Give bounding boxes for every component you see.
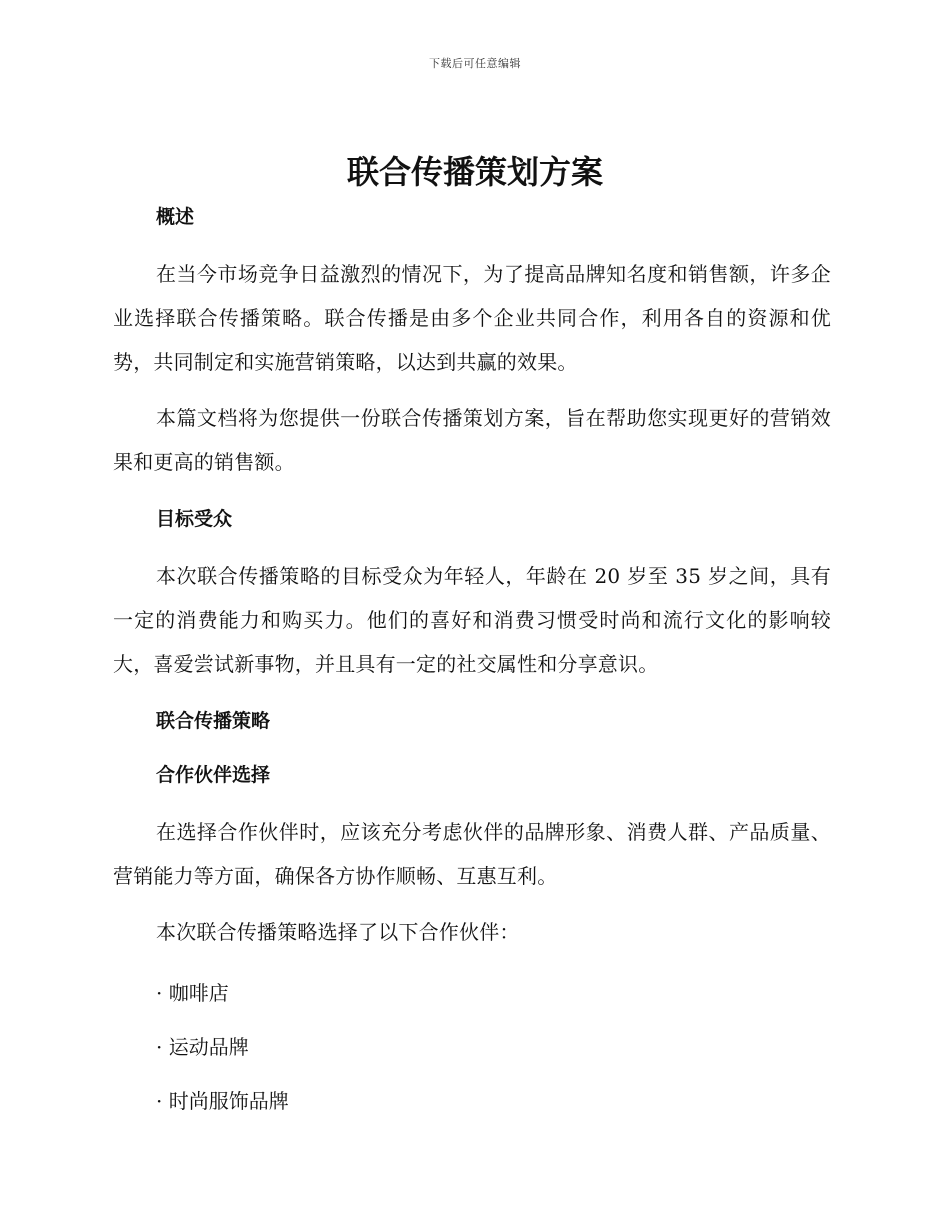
document-body [113, 202, 831, 1116]
section-heading-overview: 概述 [156, 206, 195, 228]
paragraph-partner-1: 在选择合作伙伴时，应该充分考虑伙伴的品牌形象、消费人群、产品质量、营销能力等方面，确保各方协作顺畅、互惠互利。 [113, 820, 831, 888]
list-item: · 咖啡店 [156, 981, 229, 1005]
paragraph-overview-2: 本篇文档将为您提供一份联合传播策划方案，旨在帮助您实现更好的营销效果和更高的销售额。 [113, 406, 831, 474]
document-title: 联合传播策划方案 [346, 153, 603, 191]
paragraph-partner-2: 本次联合传播策略选择了以下合作伙伴： [156, 920, 520, 944]
section-heading-audience: 目标受众 [156, 508, 233, 530]
paragraph-audience-1: 本次联合传播策略的目标受众为年轻人，年龄在 20 岁至 35 岁之间，具有一定的消费能力和购买力。他们的喜好和消费习惯受时尚和流行文化的影响较大，喜爱尝试新事物，并且具有一定的社交属性和分享意识。 [113, 564, 831, 676]
list-item: · 时尚服饰品牌 [156, 1089, 289, 1113]
list-item: · 运动品牌 [156, 1035, 249, 1059]
page-header-note: 下载后可任意编辑 [429, 57, 521, 70]
paragraph-overview-1: 在当今市场竞争日益激烈的情况下，为了提高品牌知名度和销售额，许多企业选择联合传播策略。联合传播是由多个企业共同合作，利用各自的资源和优势，共同制定和实施营销策略，以达到共赢的效果。 [113, 262, 831, 374]
section-heading-partner-selection: 合作伙伴选择 [156, 764, 271, 786]
section-heading-strategy: 联合传播策略 [156, 710, 271, 732]
